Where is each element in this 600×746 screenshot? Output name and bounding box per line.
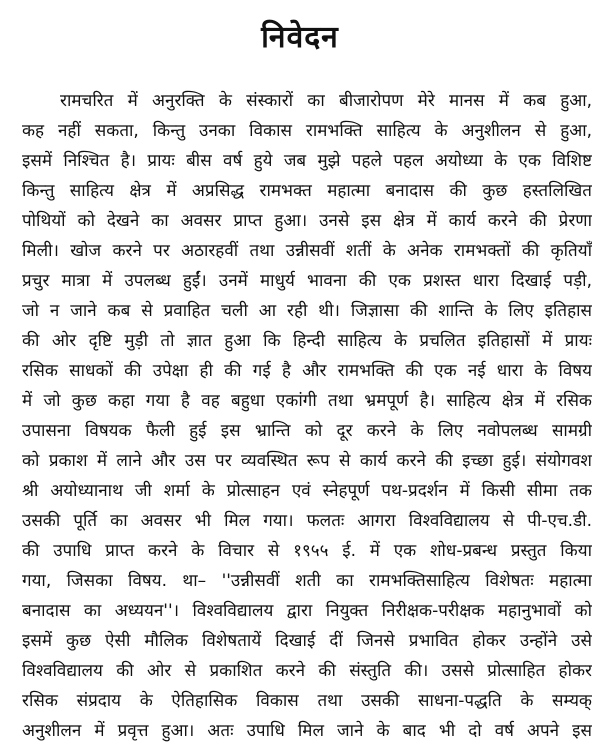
text-line: रसिक साधकों की उपेक्षा ही की गई है और रामभक्ति की एक नई धारा के विषय bbox=[22, 361, 592, 381]
text-line: किन्तु साहित्य क्षेत्र में अप्रसिद्ध रामभक्त महात्मा बनादास की कुछ हस्तलिखित bbox=[22, 181, 592, 201]
text-line: उपासना विषयक फैली हुई इस भ्रान्ति को दूर करने के लिए नवोपलब्ध सामग्री bbox=[22, 421, 592, 441]
text-line: बनादास का अध्ययन''। विश्वविद्यालय द्वारा नियुक्त निरीक्षक-परीक्षक महानुभावों को bbox=[22, 601, 592, 621]
text-line: इसमें कुछ ऐसी मौलिक विशेषतायें दिखाई दीं जिनसे प्रभावित होकर उन्होंने उसे bbox=[22, 631, 592, 651]
text-line: की उपाधि प्राप्त करने के विचार से १९५५ ई. में एक शोध-प्रबन्ध प्रस्तुत किया bbox=[22, 541, 592, 561]
text-line: को प्रकाश में लाने और उस पर व्यवस्थित रूप से कार्य करने की इच्छा हुई। संयोगवश bbox=[22, 451, 592, 471]
text-line: उसकी पूर्ति का अवसर भी मिल गया। फलतः आगरा विश्वविद्यालय से पी-एच.डी. bbox=[22, 511, 592, 531]
text-line: रामचरित में अनुरक्ति के संस्कारों का बीजारोपण मेरे मानस में कब हुआ, bbox=[60, 91, 592, 111]
text-line: प्रचुर मात्रा में उपलब्ध हुईं। उनमें माधुर्य भावना की एक प्रशस्त धारा दिखाई पड़ी, bbox=[22, 271, 592, 291]
text-line: पोथियों को देखने का अवसर प्राप्त हुआ। उनसे इस क्षेत्र में कार्य करने की प्रेरणा bbox=[22, 211, 592, 231]
text-line: की ओर दृष्टि मुड़ी तो ज्ञात हुआ कि हिन्दी साहित्य के प्रचलित इतिहासों में प्रायः bbox=[22, 331, 592, 351]
text-line: गया, जिसका विषय. था– ''उन्नीसवीं शती का रामभक्तिसाहित्य विशेषतः महात्मा bbox=[22, 571, 592, 591]
text-line: जो न जाने कब से प्रवाहित चली आ रही थी। जिज्ञासा की शान्ति के लिए इतिहास bbox=[22, 301, 592, 321]
text-line: रसिक संप्रदाय के ऐतिहासिक विकास तथा उसकी साधना-पद्धति के सम्यक् bbox=[22, 691, 592, 711]
text-line: मिली। खोज करने पर अठारहवीं तथा उन्नीसवीं शतीं के अनेक रामभक्तों की कृतियाँ bbox=[22, 241, 592, 261]
text-line: श्री अयोध्यानाथ जी शर्मा के प्रोत्साहन एवं स्नेहपूर्ण पथ-प्रदर्शन में किसी सीमा तक bbox=[22, 481, 592, 501]
text-line: अनुशीलन में प्रवृत्त हुआ। अतः उपाधि मिल जाने के बाद भी दो वर्ष अपने इस bbox=[22, 721, 592, 741]
text-line: कह नहीं सकता, किन्तु उनका विकास रामभक्ति साहित्य के अनुशीलन से हुआ, bbox=[22, 121, 592, 141]
page-title: निवेदन bbox=[261, 20, 339, 55]
text-line: में जो कुछ कहा गया है वह बहुधा एकांगी तथा भ्रमपूर्ण है। साहित्य क्षेत्र में रसिक bbox=[22, 391, 592, 411]
text-line: इसमें निश्चित है। प्रायः बीस वर्ष हुये जब मुझे पहले पहल अयोध्या के एक विशिष्ट bbox=[22, 151, 592, 171]
text-line: विश्वविद्यालय की ओर से प्रकाशित करने की संस्तुति की। उससे प्रोत्साहित होकर bbox=[22, 661, 592, 681]
